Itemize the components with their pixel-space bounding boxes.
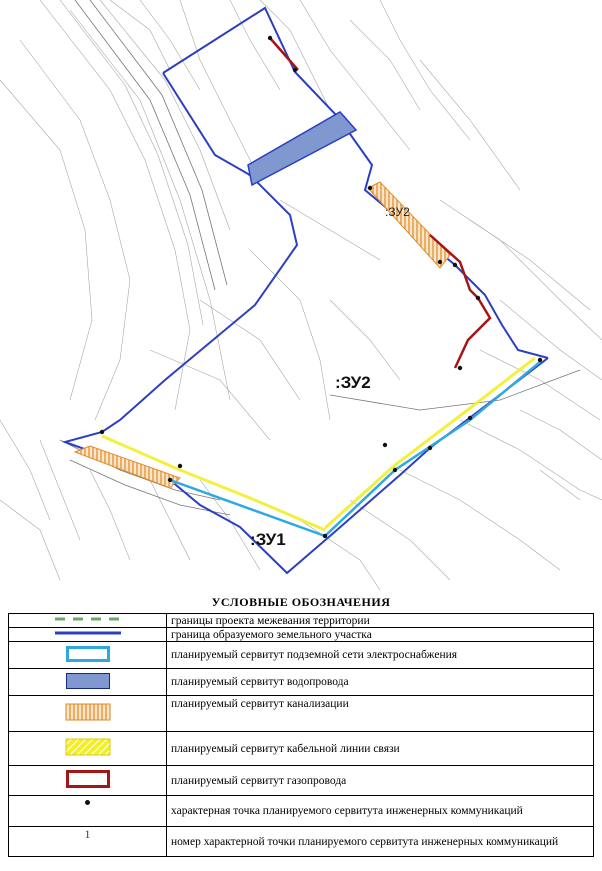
- legend-label: планируемый сервитут кабельной линии связи: [167, 732, 594, 766]
- zone-label-zu1: :ЗУ1: [250, 530, 286, 549]
- legend-symbol: [9, 696, 167, 732]
- legend-symbol: [9, 669, 167, 696]
- legend-row: [9, 669, 594, 696]
- dot-icon: [85, 800, 90, 805]
- legend-symbol: [9, 628, 167, 642]
- legend-label: характерная точка планируемого сервитута инженерных коммуникаций: [167, 796, 594, 827]
- road-lines: [60, 0, 580, 515]
- legend-row: [9, 614, 594, 628]
- legend-table: [8, 613, 594, 857]
- orange-hatched-box-icon: [65, 703, 111, 721]
- dashed-green-line-icon: [53, 614, 123, 624]
- legend-label: планируемый сервитут подземной сети электроснабжения: [167, 642, 594, 669]
- legend-row: [9, 642, 594, 669]
- water-servitude: [248, 112, 356, 185]
- land-plot-boundary: [65, 8, 548, 573]
- legend-title: УСЛОВНЫЕ ОБОЗНАЧЕНИЯ: [211, 595, 391, 609]
- zone-label-zu2-small: :ЗУ2: [385, 205, 410, 219]
- cyan-frame-icon: [66, 646, 110, 662]
- legend-row: [9, 827, 594, 857]
- legend-symbol: [9, 827, 167, 857]
- blue-filled-box-icon: [66, 673, 110, 689]
- blue-line-icon: [53, 628, 123, 638]
- legend-symbol: [9, 614, 167, 628]
- yellow-hatched-box-icon: [65, 738, 111, 756]
- point-number-symbol: 1: [84, 827, 91, 841]
- legend-symbol: [9, 766, 167, 796]
- legend-symbol: [9, 732, 167, 766]
- zone-label-zu2: :ЗУ2: [335, 373, 371, 392]
- legend-symbol: [9, 642, 167, 669]
- legend-row: [9, 766, 594, 796]
- legend-label: границы проекта межевания территории: [167, 614, 594, 628]
- red-frame-icon: [66, 770, 110, 788]
- legend-row: [9, 696, 594, 732]
- legend-row: [9, 732, 594, 766]
- legend-label: планируемый сервитут водопровода: [167, 669, 594, 696]
- legend-label: номер характерной точки планируемого сервитута инженерных коммуникаций: [167, 827, 594, 857]
- legend-symbol: [9, 796, 167, 827]
- legend-row: [9, 628, 594, 642]
- legend-label: планируемый сервитут канализации: [167, 696, 594, 732]
- cable-servitude: [102, 358, 535, 530]
- legend-row: [9, 796, 594, 827]
- legend-label: граница образуемого земельного участка: [167, 628, 594, 642]
- sewer-servitude: [75, 182, 450, 488]
- legend-label: планируемый сервитут газопровода: [167, 766, 594, 796]
